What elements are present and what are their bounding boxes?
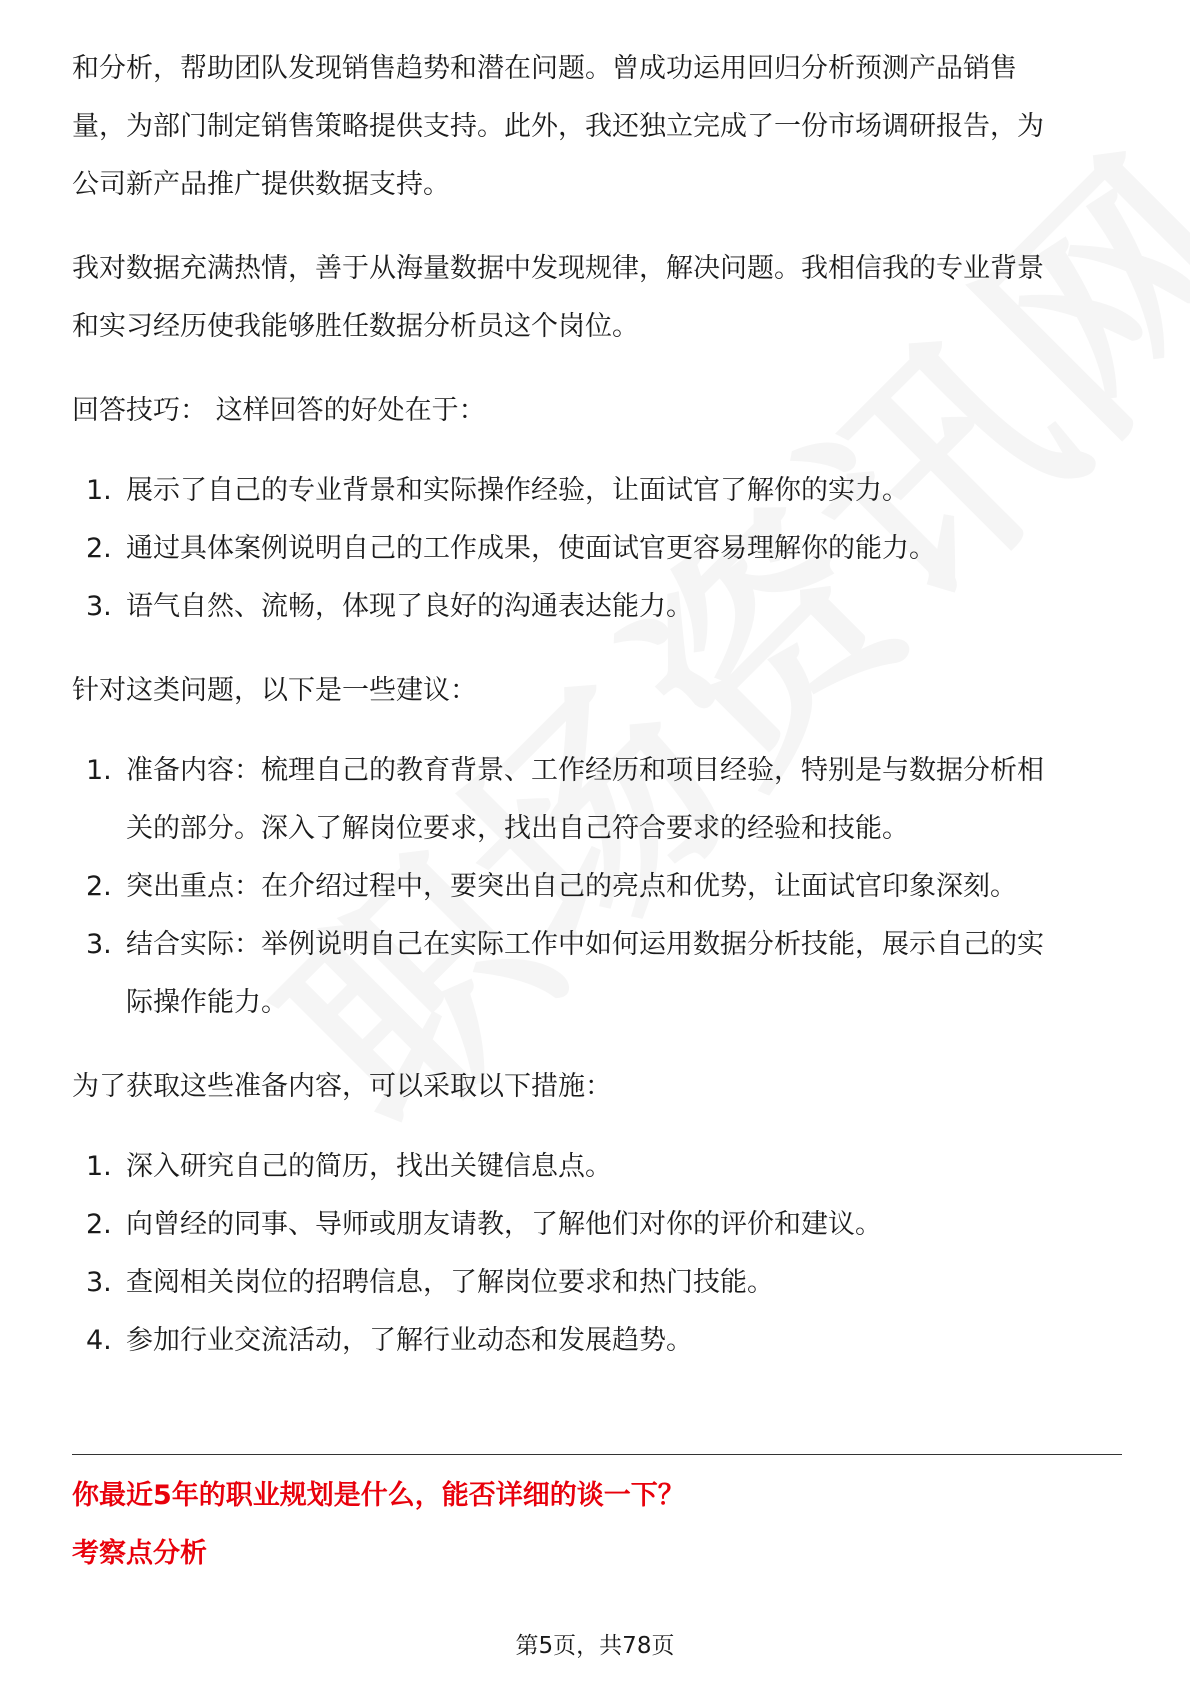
list-text: 向曾经的同事、导师或朋友请教，了解他们对你的评价和建议。: [126, 1209, 882, 1240]
advice-list: [72, 742, 1122, 1032]
question-subtitle: 考察点分析: [72, 1538, 207, 1569]
list-number: 1.: [86, 475, 112, 506]
question-title: 你最近5年的职业规划是什么，能否详细的谈一下？: [72, 1480, 685, 1511]
page-footer: 第5页，共78页: [515, 1633, 675, 1659]
section-divider: [72, 1454, 1122, 1455]
list-item: [72, 520, 1122, 578]
list-text: 深入研究自己的简历，找出关键信息点。: [126, 1151, 612, 1182]
advice-heading: 针对这类问题，以下是一些建议：: [72, 675, 477, 706]
paragraph-line: 和分析，帮助团队发现销售趋势和潜在问题。曾成功运用回归分析预测产品销售: [72, 53, 1017, 84]
list-number: 1.: [86, 1151, 112, 1182]
list-text: 结合实际：举例说明自己在实际工作中如何运用数据分析技能，展示自己的实: [126, 929, 1044, 960]
list-item: [72, 916, 1122, 1032]
paragraph-line: 公司新产品推广提供数据支持。: [72, 169, 450, 200]
list-item: [72, 462, 1122, 520]
paragraph-line: 我对数据充满热情，善于从海量数据中发现规律，解决问题。我相信我的专业背景: [72, 253, 1044, 284]
list-number: 3.: [86, 1267, 112, 1298]
list-item: [72, 858, 1122, 916]
list-item: [72, 578, 1122, 636]
tips-list: [72, 462, 1122, 636]
list-number: 4.: [86, 1325, 112, 1356]
list-number: 3.: [86, 591, 112, 622]
list-number: 1.: [86, 755, 112, 786]
list-text: 展示了自己的专业背景和实际操作经验，让面试官了解你的实力。: [126, 475, 909, 506]
tips-heading: 回答技巧： 这样回答的好处在于：: [72, 395, 486, 426]
content-body: [72, 40, 1122, 1370]
list-item: [72, 1312, 1122, 1370]
paragraph-line: 量，为部门制定销售策略提供支持。此外，我还独立完成了一份市场调研报告，为: [72, 111, 1044, 142]
list-text: 突出重点：在介绍过程中，要突出自己的亮点和优势，让面试官印象深刻。: [126, 871, 1017, 902]
list-text: 际操作能力。: [126, 987, 288, 1018]
measures-list: [72, 1138, 1122, 1370]
list-item: [72, 1138, 1122, 1196]
list-item: [72, 1196, 1122, 1254]
list-text: 准备内容：梳理自己的教育背景、工作经历和项目经验，特别是与数据分析相: [126, 755, 1044, 786]
list-number: 2.: [86, 533, 112, 564]
list-number: 3.: [86, 929, 112, 960]
list-text: 关的部分。深入了解岗位要求，找出自己符合要求的经验和技能。: [126, 813, 909, 844]
list-item: [72, 742, 1122, 858]
list-text: 通过具体案例说明自己的工作成果，使面试官更容易理解你的能力。: [126, 533, 936, 564]
list-text: 查阅相关岗位的招聘信息，了解岗位要求和热门技能。: [126, 1267, 774, 1298]
list-number: 2.: [86, 1209, 112, 1240]
list-text: 语气自然、流畅，体现了良好的沟通表达能力。: [126, 591, 693, 622]
measures-heading: 为了获取这些准备内容，可以采取以下措施：: [72, 1071, 612, 1102]
list-item: [72, 1254, 1122, 1312]
list-number: 2.: [86, 871, 112, 902]
paragraph-line: 和实习经历使我能够胜任数据分析员这个岗位。: [72, 311, 639, 342]
list-text: 参加行业交流活动，了解行业动态和发展趋势。: [126, 1325, 693, 1356]
